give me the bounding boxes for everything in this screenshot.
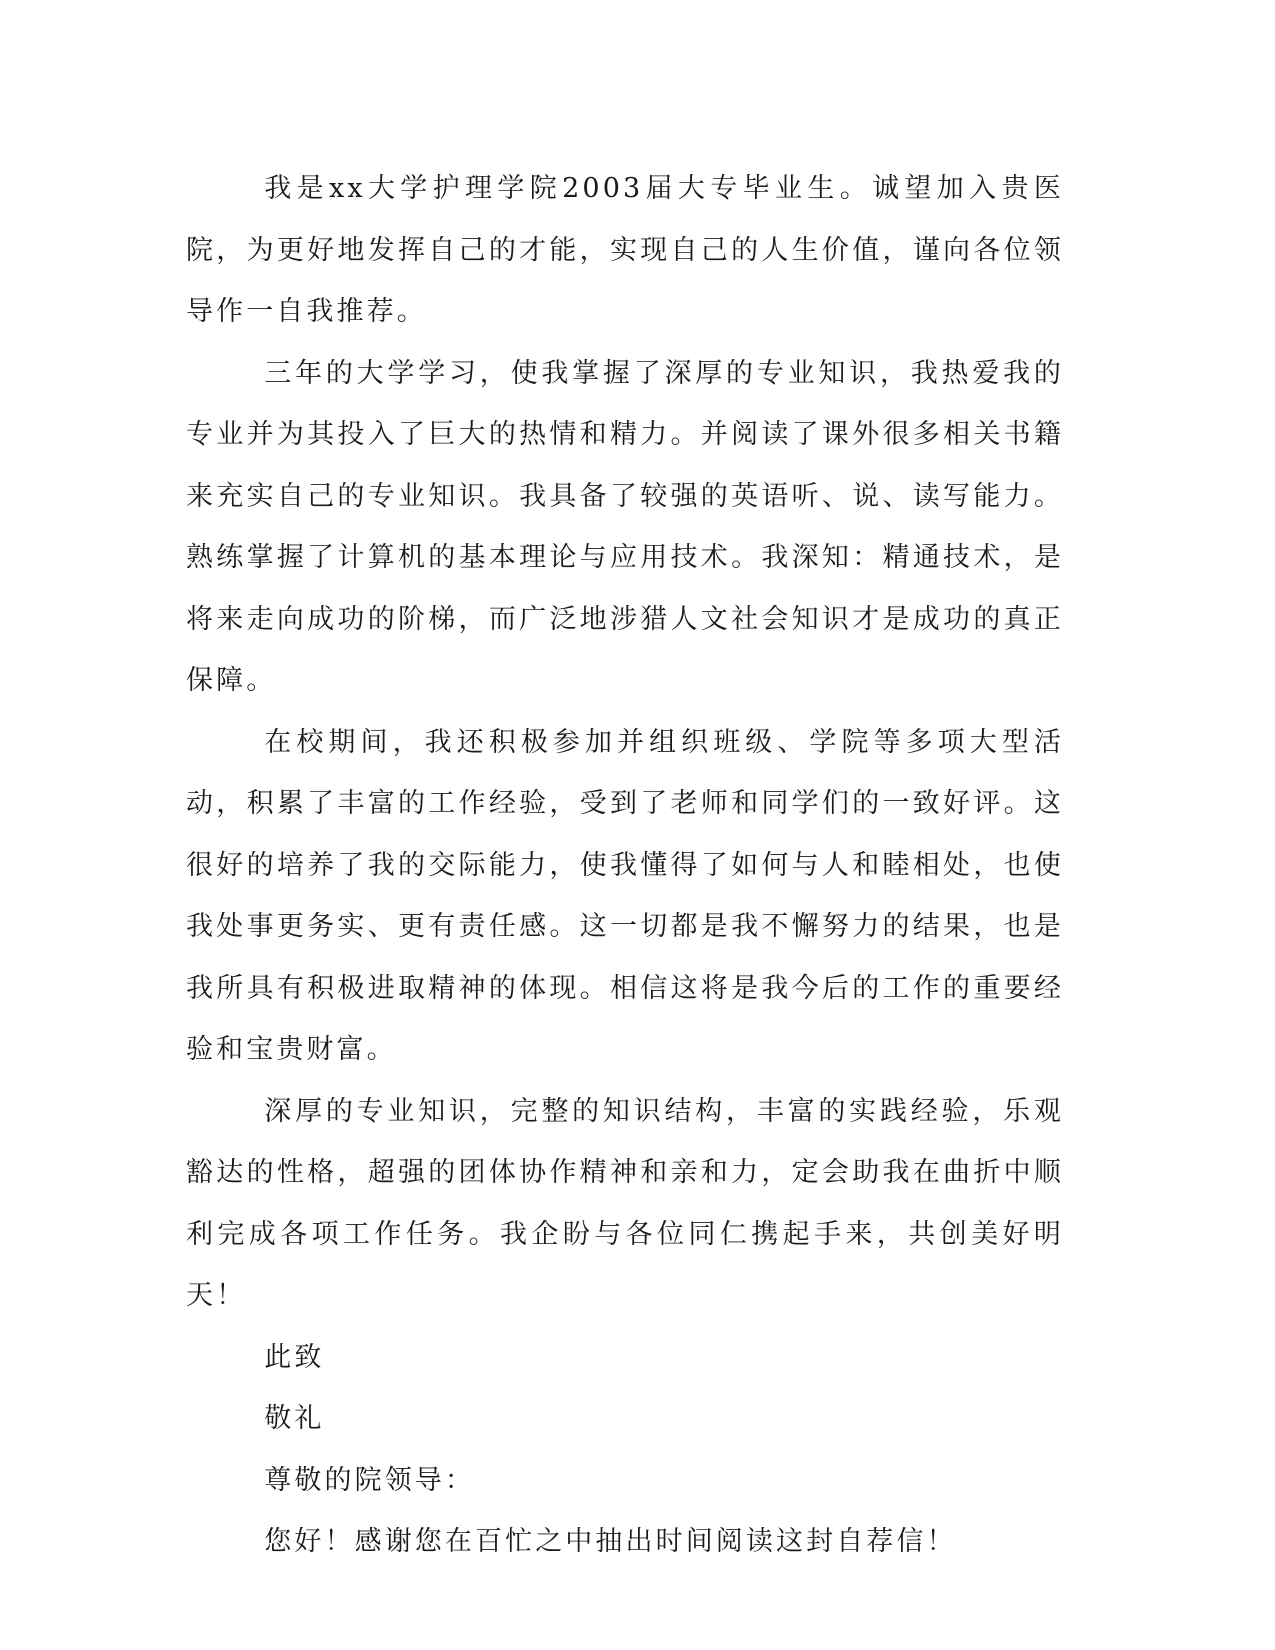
closing-phrase: 此致 bbox=[264, 1341, 325, 1373]
paragraph-activities: 在校期间，我还积极参加并组织班级、学院等多项大型活动，积累了丰富的工作经验，受到了老师和同学们的一致好评。这很好的培养了我的交际能力，使我懂得了如何与人和睦相处，也使我处事更务实、更有责任感。这一切都是我不懈努力的结果，也是我所具有积极进取精神的体现。相信这将是我今后的工作的重要经验和宝贵财富。 bbox=[186, 726, 1064, 1065]
paragraph-introduction: 我是xx大学护理学院2003届大专毕业生。诚望加入贵医院，为更好地发挥自己的才能，实现自己的人生价值，谨向各位领导作一自我推荐。 bbox=[186, 173, 1064, 327]
letter-body bbox=[186, 158, 1064, 1573]
paragraph-summary: 深厚的专业知识，完整的知识结构，丰富的实践经验，乐观豁达的性格，超强的团体协作精神和亲和力，定会助我在曲折中顺利完成各项工作任务。我企盼与各位同仁携起手来，共创美好明天！ bbox=[186, 1095, 1064, 1311]
greeting-line: 尊敬的院领导： bbox=[264, 1464, 475, 1496]
paragraph-study: 三年的大学学习，使我掌握了深厚的专业知识，我热爱我的专业并为其投入了巨大的热情和精力。并阅读了课外很多相关书籍来充实自己的专业知识。我具备了较强的英语听、说、读写能力。熟练掌握了计算机的基本理论与应用技术。我深知：精通技术，是将来走向成功的阶梯，而广泛地涉猎人文社会知识才是成功的真正保障。 bbox=[186, 357, 1064, 696]
opening-line: 您好！感谢您在百忙之中抽出时间阅读这封自荐信！ bbox=[264, 1526, 957, 1557]
salute-phrase: 敬礼 bbox=[264, 1403, 325, 1434]
